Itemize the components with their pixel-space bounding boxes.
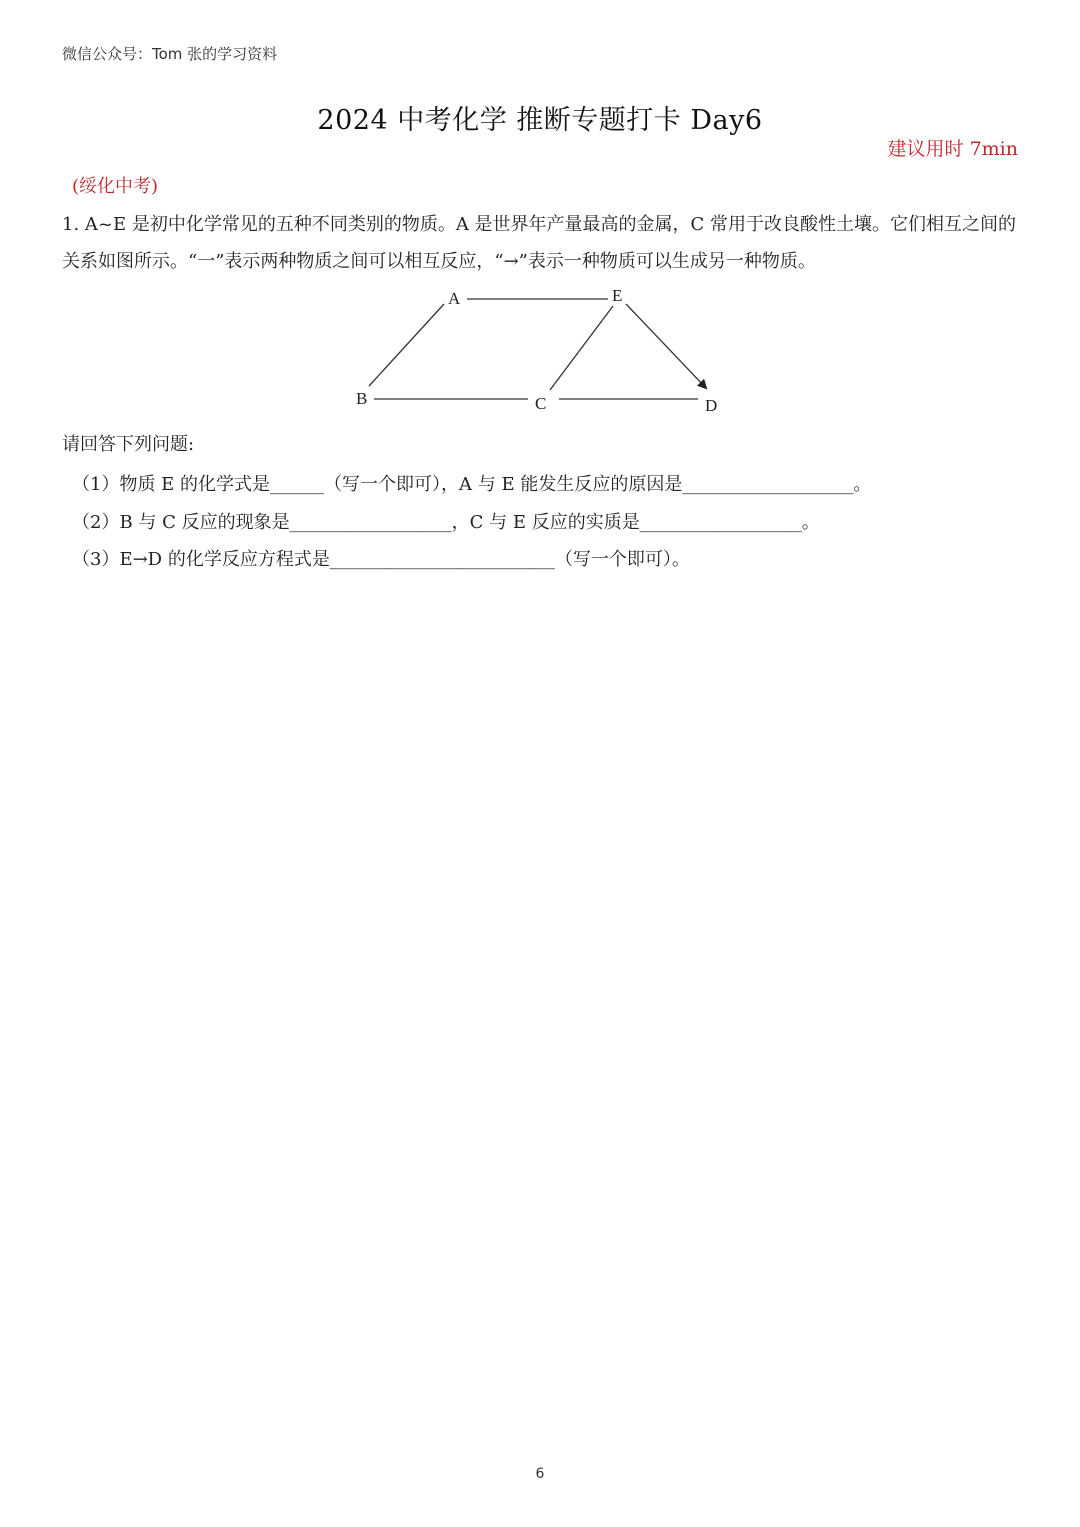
question-1-middle: （写一个即可），A 与 E 能发生反应的原因是: [324, 474, 683, 495]
header-account-note: 微信公众号：Tom 张的学习资料: [62, 45, 278, 63]
node-d-label: D: [705, 396, 718, 415]
question-1-blank-2: ___________________: [682, 474, 854, 495]
page-title: 2024 中考化学 推断专题打卡 Day6: [317, 105, 763, 136]
question-3-prefix: （3）E→D 的化学反应方程式是: [72, 549, 330, 570]
question-source: (绥化中考): [72, 176, 159, 197]
question-3-blank-1: _________________________: [329, 549, 555, 570]
edge-a-b: [369, 304, 444, 386]
question-2-blank-2: __________________: [639, 512, 802, 533]
question-2-middle: ，C 与 E 反应的实质是: [451, 512, 640, 533]
question-1: [72, 470, 871, 496]
question-1-blank-1: ______: [270, 474, 325, 495]
answer-prompt: 请回答下列问题:: [62, 434, 195, 455]
page-number: 6: [535, 1466, 545, 1482]
question-2-blank-1: __________________: [289, 512, 452, 533]
question-3-suffix: （写一个即可）。: [554, 549, 690, 570]
problem-statement: 1. A~E 是初中化学常见的五种不同类别的物质。A 是世界年产量最高的金属，C 常用于改良酸性土壤。它们相互之间的关系如图所示。“一”表示两种物质之间可以相互反应，“→”表示一种物质可以生成另一种物质。: [62, 214, 1017, 272]
node-e-label: E: [612, 286, 623, 305]
node-b-label: B: [356, 389, 368, 408]
question-2-suffix: 。: [801, 512, 820, 533]
question-2-prefix: （2）B 与 C 反应的现象是: [72, 512, 290, 533]
suggested-time: 建议用时 7min: [887, 138, 1018, 160]
node-c-label: C: [535, 394, 547, 413]
relation-diagram: [350, 282, 730, 422]
edge-e-d-arrow: [626, 304, 706, 388]
question-2: [72, 508, 820, 534]
node-a-label: A: [448, 289, 461, 308]
edge-c-e: [550, 306, 613, 390]
question-3: [72, 545, 690, 571]
question-1-suffix: 。: [853, 474, 872, 495]
question-1-prefix: （1）物质 E 的化学式是: [72, 474, 271, 495]
